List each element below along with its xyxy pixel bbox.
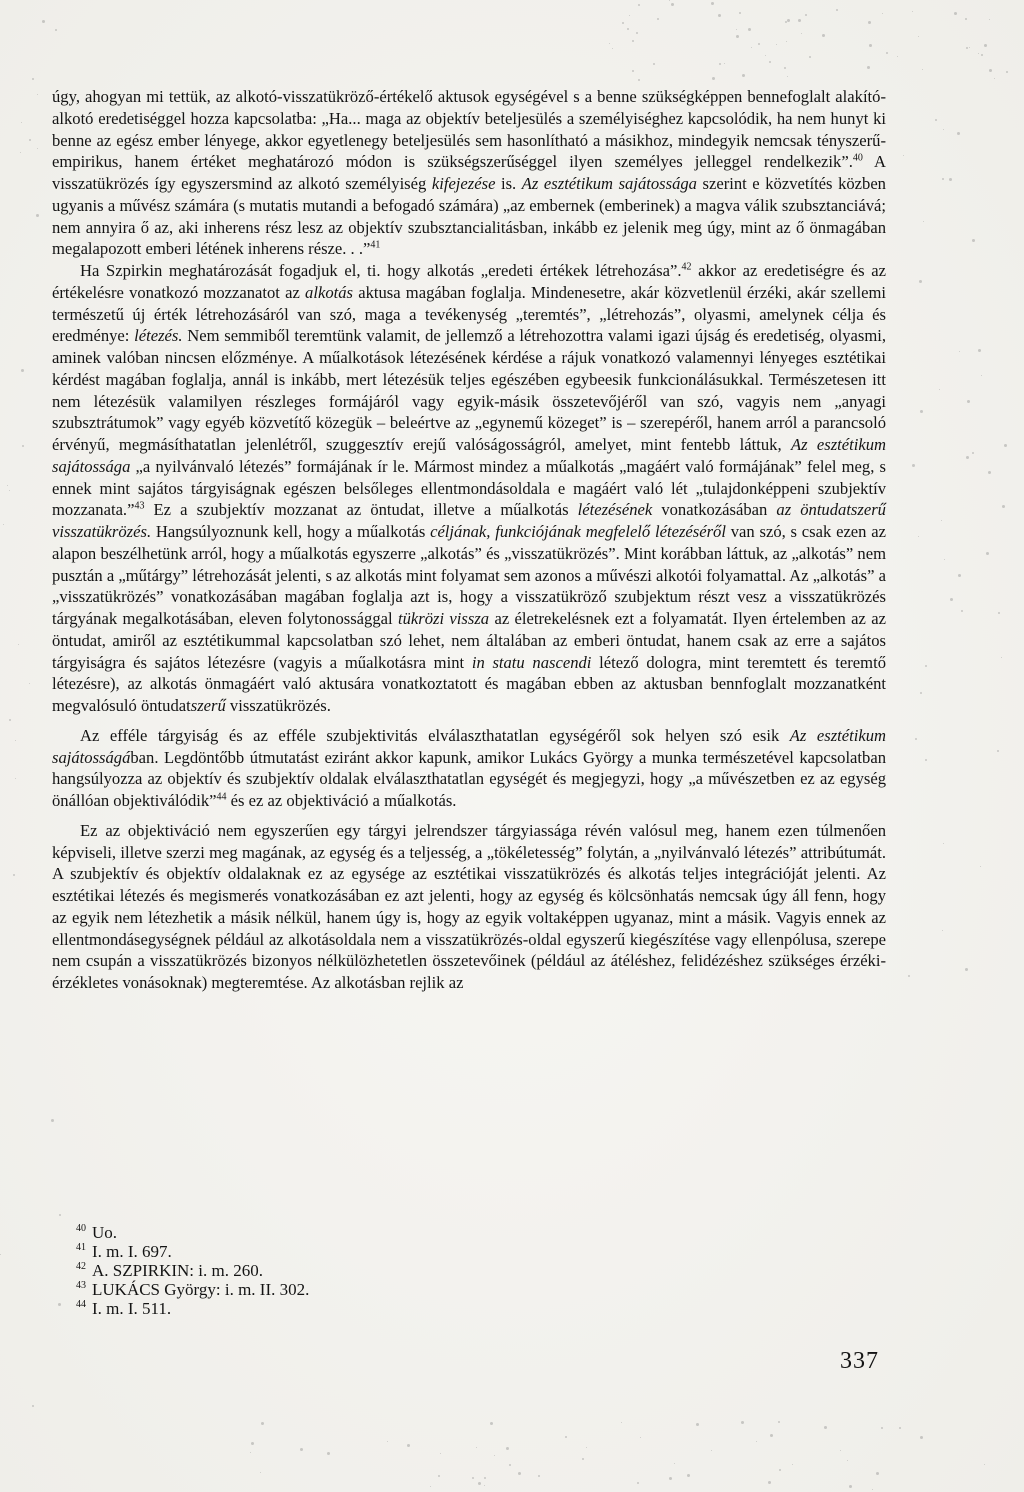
scan-speck (801, 33, 802, 34)
scan-speck (847, 1460, 848, 1461)
scan-speck (251, 1442, 254, 1445)
scan-speck (622, 22, 624, 24)
scan-speck (778, 1421, 780, 1423)
text-run: Ha Szpirkin meghatározását fogadjuk el, ti. hogy alkotás „eredeti értékek létrehozása”. (80, 261, 682, 280)
scan-speck (42, 20, 45, 23)
footnote (76, 1223, 309, 1242)
scan-speck (719, 63, 721, 65)
scan-speck (787, 19, 790, 22)
text-run: szerint e közvetítés közben ugyanis a művész számára (s mutatis mutandi a befogadó számára) „az embernek (emberinek) a magva válik szubsztanciává; nem annyira ő az, aki inherens rész lesz az objektív szubsztancialitásban, inkább ez jelenik meg úgy, mint az ő önmagában megalapozott emberi létének inherens része. . .” (52, 174, 886, 259)
scan-speck (966, 47, 968, 49)
scan-speck (967, 400, 970, 403)
italic-text: in statu nascendi (471, 652, 592, 672)
footnote-text: Uo. (92, 1223, 118, 1242)
italic-text: Az esztétikum sajátossága (52, 435, 886, 476)
scan-speck (805, 14, 807, 16)
italic-text: céljának, funkciójának megfelelő létezéséről (430, 522, 726, 541)
scan-speck (886, 52, 888, 54)
scan-speck (981, 375, 982, 376)
scan-speck (55, 29, 57, 31)
scan-speck (518, 1472, 521, 1475)
scan-speck (849, 1485, 852, 1488)
footnote-number: 42 (76, 1261, 86, 1273)
scan-speck (51, 1119, 54, 1122)
text-run: aktusa magában foglalja. Mindenesetre, akár közvetlenül érzéki, akár szellemi természetű új érték létrehozásáról van szó, maga a tevékenység „teremtés”, „létrehozás”, olyasmi, amelynek célja és eredménye: (52, 282, 886, 346)
scan-speck (1004, 444, 1007, 447)
scan-speck (943, 129, 944, 130)
scan-speck (20, 152, 21, 153)
footnote-reference: 40 (852, 152, 863, 164)
scan-speck (37, 148, 38, 149)
scan-speck (7, 485, 8, 486)
scan-speck (15, 740, 16, 741)
scan-speck (612, 48, 613, 49)
scan-speck (22, 445, 24, 447)
scan-speck (582, 1458, 584, 1460)
scan-speck (822, 34, 825, 37)
italic-text: alkotás (305, 282, 353, 302)
scan-speck (300, 1448, 303, 1451)
scan-speck (741, 1421, 744, 1424)
scan-speck (989, 69, 992, 72)
scan-speck (21, 369, 24, 372)
scan-speck (972, 239, 975, 242)
scan-speck (260, 1472, 261, 1473)
footnote-reference: 44 (216, 791, 227, 803)
scan-speck (923, 221, 924, 222)
scan-speck (669, 1477, 672, 1480)
scan-speck (586, 1447, 587, 1448)
scan-speck (15, 778, 16, 779)
scan-speck (876, 1472, 879, 1475)
scan-speck (430, 1486, 431, 1487)
scan-speck (881, 1427, 883, 1429)
scan-speck (621, 1422, 622, 1423)
scan-speck (903, 155, 904, 156)
scan-speck (638, 4, 640, 6)
scan-speck (538, 1475, 540, 1477)
scan-speck (36, 214, 39, 217)
text-run: visszatükrözés. (225, 696, 331, 715)
text-run: létező dologra, mint teremtett és teremtő létezésre), az alkotás önmagáért való aktusára vonatkoztatott és magában ebben az aktusban bennfoglalt mozzanatként megvalósuló öntudat (52, 652, 886, 715)
scan-speck (776, 44, 777, 45)
scan-speck (711, 1450, 712, 1451)
scan-speck (484, 1477, 486, 1479)
footnote-reference: 43 (134, 500, 145, 512)
scan-speck (918, 36, 919, 37)
scan-speck (37, 94, 38, 95)
scan-speck (724, 63, 725, 64)
scan-speck (939, 389, 940, 390)
text-run: Hangsúlyoznunk kell, hogy a műalkotás (151, 522, 431, 541)
body-text (52, 86, 886, 994)
scan-speck (736, 35, 739, 38)
scan-speck (438, 1475, 440, 1477)
scan-speck (954, 12, 957, 15)
footnote-text: I. m. I. 697. (92, 1242, 172, 1261)
scan-speck (640, 1437, 641, 1438)
scan-speck (944, 559, 945, 560)
scan-speck (671, 3, 674, 6)
italic-text: az öntudatszerű visszatükrözés. (52, 500, 886, 541)
scan-speck (250, 1452, 251, 1453)
scan-speck (711, 2, 714, 5)
footnote (76, 1242, 309, 1261)
text-run: vonatkozásában (652, 500, 777, 520)
page-number: 337 (840, 1348, 879, 1374)
scan-speck (687, 1474, 690, 1477)
scan-speck (959, 351, 960, 352)
scan-speck (13, 874, 15, 876)
scan-speck (920, 410, 923, 413)
scan-speck (786, 41, 787, 42)
scan-speck (784, 67, 786, 69)
scan-speck (925, 759, 927, 761)
scan-speck (872, 1489, 873, 1490)
scan-speck (950, 598, 953, 601)
scan-speck (1006, 71, 1008, 73)
footnote-text: LUKÁCS György: i. m. II. 302. (92, 1280, 310, 1299)
scan-speck (742, 74, 745, 77)
scan-speck (798, 19, 801, 22)
text-run: Az efféle tárgyiság és az efféle szubjektivitás elválaszthatatlan egységéről sok helyen szó esik (80, 725, 790, 745)
scan-speck (627, 28, 629, 30)
scan-speck (986, 552, 989, 555)
scan-speck (998, 612, 1000, 614)
scan-speck (1001, 657, 1002, 658)
scan-speck (787, 76, 788, 77)
scan-speck (751, 47, 752, 48)
scan-speck (989, 19, 990, 20)
italic-text: tükrözi vissza (397, 609, 490, 628)
scan-speck (920, 692, 922, 694)
scan-speck (748, 28, 751, 31)
scan-speck (21, 122, 22, 123)
text-run: az életrekelésnek ezt a folyamatát. Ilyen értelemben az az öntudat, amiről az esztétikummal kapcsolatban szó lehet, nem általában az emberi öntudat, hanem csak az erre a sajátos tárgyiságra és sajátos létezésre (vagyis a műalkotásra mint (52, 609, 887, 672)
paragraph (52, 260, 886, 717)
scan-speck (969, 47, 970, 48)
scan-speck (882, 13, 883, 14)
scan-speck (824, 1426, 827, 1429)
scan-speck (942, 930, 943, 931)
scan-speck (785, 21, 787, 23)
scan-speck (957, 132, 960, 135)
scan-speck (478, 1482, 481, 1485)
text-run: ban. Legdöntőbb útmutatást eziránt akkor kapunk, amikor Lukács György a munka természetével kapcsolatban hangsúlyozza az objektív és szubjektív oldalak elválaszthatatlan egységét és megjegyzi, hogy „a művészetben ez az egység önállóan objektiválódik” (52, 747, 886, 810)
scan-speck (657, 18, 659, 20)
scan-speck (908, 975, 910, 977)
italic-text: Az esztétikum sajátosságá (52, 725, 886, 767)
scan-speck (994, 78, 995, 79)
scan-speck (925, 665, 927, 667)
scan-speck (712, 77, 715, 80)
scan-speck (972, 452, 974, 454)
scan-speck (9, 719, 11, 721)
scan-speck (653, 63, 655, 65)
scan-speck (494, 1455, 495, 1456)
scan-speck (407, 1444, 410, 1447)
scan-speck (484, 1485, 485, 1486)
scan-speck (472, 1477, 474, 1479)
scan-speck (980, 866, 981, 867)
scan-speck (779, 1469, 781, 1471)
scan-speck (867, 66, 870, 69)
scan-speck (476, 1447, 477, 1448)
scan-speck (942, 178, 944, 180)
scan-speck (965, 18, 967, 20)
scan-speck (920, 1436, 923, 1439)
scan-speck (696, 1423, 699, 1426)
scan-speck (769, 61, 771, 63)
scan-speck (636, 32, 638, 34)
scan-speck (984, 44, 987, 47)
scan-speck (915, 738, 917, 740)
scan-speck (899, 1427, 901, 1429)
scan-speck (966, 456, 969, 459)
text-run: akkor az eredetiségre és az értékelésre vonatkozó mozzanatot az (52, 261, 886, 302)
text-run: A visszatükrözés így egyszersmind az alkotó személyiség (52, 152, 887, 193)
scan-speck (9, 490, 10, 491)
text-run: Ez az objektiváció nem egyszerűen egy tárgyi jelrendszer tárgyiassága révén valósul meg, hanem ezen túlmenően képviseli, illetve szerzi meg magának, az egység és a teljesség, a „tökéletesség” folytán, a „nyilvánvaló létezés” attribútumát. A szubjektív és objektív oldalaknak ez az egysége az esztétikai visszatükrözés és alkotás teljes integrációját jelenti. Az esztétikai létezés és megismerés vonatkozásában ez azt jelenti, hogy az egység és kölcsönhatás nemcsak úgy áll fenn, hogy az egyik nem létezhetik a másik nélkül, hanem úgy is, hogy az egyik voltaképpen ugyanaz, mint a másik. Vagyis ennek az ellentmondásegységnek például az alkotásoldala nem a visszatükrözés-oldal egyszerű kiegészítése vagy ellenpólusa, szerepe nem csupán a visszatükrözés bizonyos nélkülözhetetlen összetevőinek (például az átéléshez, felidézéshez szükséges érzéki-érzékletes vonásoknak) megteremtése. Az alkotásban rejlik az (52, 820, 886, 992)
scan-speck (638, 79, 640, 81)
scan-speck (261, 1422, 264, 1425)
scan-speck (58, 1303, 61, 1306)
scan-speck (1002, 505, 1005, 508)
scan-speck (32, 78, 34, 80)
scan-speck (840, 1450, 841, 1451)
scan-speck (958, 574, 961, 577)
text-run: „a nyilvánvaló létezés” formájának ír le. Mármost mindez a műalkotás „magáért való formájának” felel meg, s ennek mint sajátos tárgyiságnak egészen belsőleges ellentmondásoldala e magáért való lét „tulajdonképpeni szubjektív mozzanata.” (52, 456, 886, 520)
scan-speck (674, 1463, 675, 1464)
scan-speck (736, 29, 737, 30)
scan-speck (965, 968, 968, 971)
text-run: Nem semmiből teremtünk valamit, de jellemző a létrehozottra valami igazi újság és eredetiség, olyasmi, aminek valóban nincsen előzménye. A műalkotások létezésének kérdése a rájuk vonatkozó valamennyi lényeges esztétikai kérdést magában foglalja, annál is inkább, mert létezésük teljes egészében egybeesik funkcionálásukkal. Természetesen itt nem létezésük valamilyen részleges formájáról vagy egyik-másik összetevőjéről van szó, vagyis nem „anyagi szubsztrátumok” vagy egyéb közvetítő közegük – beleértve az „egynemű közeget” is – szerepéről, hanem arról a parancsoló érvényű, megmásíthatatlan jelenlétről, szuggesztív erejű valóságosságról, amelyet, mint fentebb láttuk, (52, 326, 887, 454)
text-run: és ez az objektiváció a műalkotás. (226, 791, 457, 810)
scan-speck (768, 1481, 771, 1484)
scan-speck (327, 1452, 330, 1455)
scan-speck (29, 139, 31, 141)
footnote-number: 40 (76, 1223, 86, 1235)
scan-speck (978, 349, 981, 352)
footnote-number: 44 (76, 1299, 86, 1311)
paragraph (52, 86, 886, 260)
footnote (76, 1261, 309, 1280)
italic-text: létezés. (134, 326, 183, 346)
footnote-text: I. m. I. 511. (92, 1299, 172, 1318)
scan-speck (935, 119, 937, 121)
paragraph (52, 820, 886, 994)
scan-speck (912, 464, 915, 467)
scan-speck (949, 178, 952, 181)
scan-speck (629, 15, 630, 16)
scan-speck (918, 536, 919, 537)
scan-speck (609, 43, 610, 44)
scan-speck (387, 1441, 388, 1442)
scan-speck (18, 644, 19, 645)
scan-speck (869, 44, 872, 47)
scan-speck (836, 9, 838, 11)
text-run: úgy, ahogyan mi tettük, az alkotó-visszatükröző-értékelő aktusok egységével s a benne szükségképpen bennefoglalt alakító-alkotó eredetiséggel hozza kapcsolatba: „Ha... maga az objektív beteljesülés a személyiséghez kapcsolódik, ha nem hunyt ki benne az egész ember lényege, akkor egyetlenegy beteljesülés sem hasonlítható a másikhoz, mindegyik nemcsak tényszerű-empirikus, hanem értéket meghatározó módon is szükségszerűséggel ilyen személyes jelleggel rendelkezik”. (52, 87, 886, 172)
footnote (76, 1299, 309, 1318)
scan-speck (868, 21, 871, 24)
footnote-reference: 41 (370, 239, 381, 251)
italic-text: létezésének (577, 500, 653, 520)
footnote-number: 41 (76, 1242, 86, 1254)
scan-speck (440, 1453, 441, 1454)
scan-speck (59, 1214, 61, 1216)
scan-speck (637, 1482, 639, 1484)
scan-speck (632, 70, 634, 72)
italic-text: Az esztétikum sajátossága (521, 174, 697, 193)
scan-speck (765, 55, 766, 56)
scan-speck (912, 11, 913, 12)
scan-speck (506, 1447, 509, 1450)
footnote-text: A. SZPIRKIN: i. m. 260. (92, 1261, 263, 1280)
scan-speck (941, 520, 942, 521)
scan-speck (0, 1254, 1, 1255)
scan-speck (29, 683, 30, 684)
scan-speck (984, 1464, 985, 1465)
scan-speck (32, 1405, 34, 1407)
scan-speck (758, 43, 760, 45)
scan-speck (997, 750, 999, 752)
text-run: van szó, s csak ezen az alapon beszélhetünk arról, hogy a műalkotás egyszerre „alkotás” és „visszatükrözés”. Mint korábban láttuk, az „alkotás” nem pusztán a „műtárgy” létrehozását jelenti, s az alkotás mint folyamat sem azonos a művészi alkotói folyamattal. Az „alkotás” a „visszatükrözés” vonatkozásában magában foglalja azt is, hogy a visszatükröző szubjektum részt vesz a visszatükrözés tárgyának megalkotásában, eleven folytonossággal (52, 522, 886, 628)
scan-speck (490, 1422, 493, 1425)
scan-speck (3, 524, 4, 525)
footnote-number: 43 (76, 1280, 86, 1292)
scan-speck (770, 1434, 773, 1437)
scan-speck (922, 69, 923, 70)
scan-speck (739, 12, 741, 14)
italic-text: szerű (190, 696, 226, 715)
scan-speck (669, 0, 670, 1)
scan-speck (988, 471, 991, 474)
scan-speck (565, 1436, 567, 1438)
scan-speck (809, 56, 811, 58)
italic-text: kifejezése (431, 174, 496, 193)
footnotes (76, 1223, 309, 1318)
scan-speck (943, 843, 944, 844)
scan-speck (792, 1464, 793, 1465)
scan-speck (756, 1441, 757, 1442)
scan-speck (961, 610, 963, 612)
footnote-reference: 42 (681, 261, 692, 273)
text-run: is. (495, 174, 522, 193)
footnote (76, 1280, 309, 1299)
text-run: Ez a szubjektív mozzanat az öntudat, illetve a műalkotás (144, 500, 578, 520)
scan-speck (718, 14, 721, 17)
scan-speck (632, 40, 634, 42)
scan-speck (919, 280, 922, 283)
paragraph (52, 725, 886, 812)
scan-speck (981, 54, 983, 56)
scan-speck (978, 53, 979, 54)
scan-speck (897, 56, 898, 57)
scan-speck (509, 1464, 511, 1466)
